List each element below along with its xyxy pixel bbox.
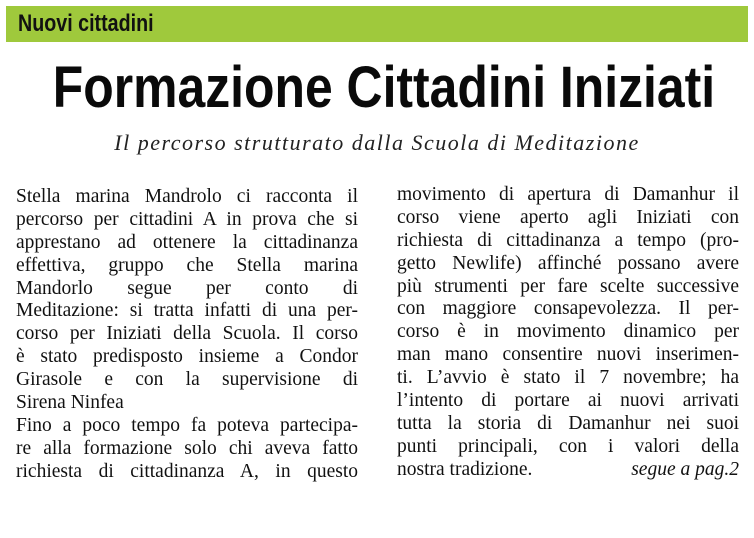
section-label: Nuovi cittadini (18, 10, 154, 37)
text-line: man mano consentire nuovi inserimen- (397, 344, 739, 366)
continue-on-page-note[interactable]: segue a pag.2 (631, 458, 739, 480)
text-line: ti. L’avvio è stato il 7 novembre; ha (397, 367, 739, 389)
section-header-bar (6, 6, 748, 42)
text-line: nostra tradizione. (397, 458, 533, 480)
article-subtitle: Il percorso strutturato dalla Scuola di Meditazione (114, 130, 640, 155)
text-line: l’intento di portare ai nuovi arrivati (397, 390, 739, 412)
text-line: Girasole e con la supervisione di (16, 369, 358, 391)
text-line: corso è in movimento dinamico per (397, 321, 739, 343)
article-column-right (397, 184, 739, 482)
article-column-left (16, 186, 358, 484)
text-line: richiesta di cittadinanza a tempo (pro- (397, 229, 739, 251)
text-line: effettiva, gruppo che Stella marina (16, 254, 358, 276)
text-line: apprestano ad ottenere la cittadinanza (16, 231, 358, 253)
text-line: Fino a poco tempo fa poteva partecipa- (16, 414, 358, 436)
text-line: più strumenti per fare scelte successive (397, 275, 739, 297)
text-line: richiesta di cittadinanza A, in questo (16, 460, 358, 482)
text-line: re alla formazione solo chi aveva fatto (16, 437, 358, 459)
text-line: Sirena Ninfea (16, 392, 124, 414)
article-headline: Formazione Cittadini Iniziati (52, 55, 716, 120)
text-line: movimento di apertura di Damanhur il (397, 184, 739, 205)
text-line: Meditazione: si tratta infatti di una per- (16, 300, 358, 322)
text-line: Mandorlo segue per conto di (16, 277, 358, 299)
column-tail (397, 459, 739, 482)
text-line: con maggiore consapevolezza. Il per- (397, 298, 739, 320)
text-line: punti principali, con i valori della (397, 435, 739, 457)
text-line: corso per Iniziati della Scuola. Il corso (16, 323, 358, 345)
text-line: è stato predisposto insieme a Condor (16, 346, 358, 368)
text-line: tutta la storia di Damanhur nei suoi (397, 412, 739, 434)
text-line: getto Newlife) affinché possano avere (397, 252, 739, 274)
text-line: percorso per cittadini A in prova che si (16, 208, 358, 230)
text-line: Stella marina Mandrolo ci racconta il (16, 186, 358, 207)
text-line: corso viene aperto agli Iniziati con (397, 206, 739, 228)
